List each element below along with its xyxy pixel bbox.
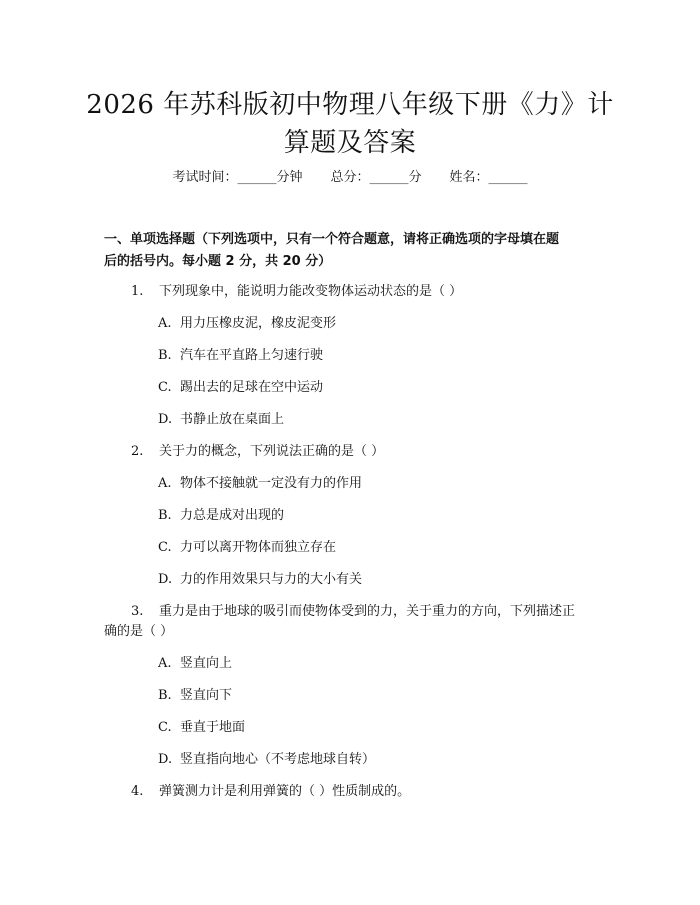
- option-text: 书静止放在桌面上: [180, 412, 285, 427]
- section-heading-line-1: 一、单项选择题（下列选项中，只有一个符合题意，请将正确选项的字母填在题: [104, 232, 560, 247]
- total-score: 总分：______分: [330, 170, 422, 185]
- question-2-option-c: [158, 539, 336, 557]
- title-line-1: 2026 年苏科版初中物理八年级下册《力》计: [86, 90, 614, 120]
- option-text: 竖直向下: [180, 688, 233, 703]
- question-text-line-2: 确的是（ ）: [104, 624, 174, 639]
- option-text: 踢出去的足球在空中运动: [180, 380, 324, 395]
- option-letter: A.: [158, 656, 172, 671]
- exam-time: 考试时间：______分钟: [172, 170, 303, 185]
- option-text: 力的作用效果只与力的大小有关: [180, 572, 363, 587]
- option-text: 物体不接触就一定没有力的作用: [180, 476, 363, 491]
- exam-meta: [0, 169, 700, 187]
- question-2: [131, 443, 384, 461]
- question-3: [131, 603, 575, 621]
- student-name: 姓名：______: [449, 170, 528, 185]
- option-letter: B.: [158, 688, 172, 703]
- question-4: [131, 783, 410, 801]
- question-number: 3.: [131, 604, 144, 619]
- option-letter: B.: [158, 508, 172, 523]
- question-2-option-a: [158, 475, 362, 493]
- option-letter: B.: [158, 348, 172, 363]
- option-letter: C.: [158, 380, 172, 395]
- document-title: [80, 86, 620, 162]
- option-letter: C.: [158, 720, 172, 735]
- option-letter: D.: [158, 572, 173, 587]
- option-text: 力可以离开物体而独立存在: [180, 540, 337, 555]
- title-line-2: 算题及答案: [283, 128, 417, 158]
- option-text: 垂直于地面: [180, 720, 246, 735]
- question-text: 下列现象中，能说明力能改变物体运动状态的是（ ）: [159, 284, 463, 299]
- question-text: 弹簧测力计是利用弹簧的（ ）性质制成的。: [159, 784, 411, 799]
- option-letter: A.: [158, 476, 172, 491]
- option-letter: D.: [158, 412, 173, 427]
- question-1-option-d: [158, 411, 284, 429]
- question-2-option-b: [158, 507, 284, 525]
- option-text: 竖直指向地心（不考虑地球自转）: [180, 752, 376, 767]
- question-1: [131, 283, 462, 301]
- section-heading: [104, 229, 600, 273]
- question-1-option-a: [158, 315, 336, 333]
- question-1-option-b: [158, 347, 323, 365]
- question-text: 关于力的概念，下列说法正确的是（ ）: [159, 444, 385, 459]
- option-text: 力总是成对出现的: [180, 508, 285, 523]
- option-text: 汽车在平直路上匀速行驶: [180, 348, 324, 363]
- question-1-option-c: [158, 379, 323, 397]
- option-text: 竖直向上: [180, 656, 233, 671]
- question-3-continued: [104, 623, 173, 641]
- question-3-option-d: [158, 751, 375, 769]
- question-3-option-c: [158, 719, 245, 737]
- question-number: 1.: [131, 284, 144, 299]
- section-heading-line-2: 后的括号内。每小题 2 分，共 20 分）: [104, 254, 332, 269]
- option-letter: A.: [158, 316, 172, 331]
- option-letter: C.: [158, 540, 172, 555]
- question-3-option-a: [158, 655, 232, 673]
- question-number: 2.: [131, 444, 144, 459]
- question-number: 4.: [131, 784, 144, 799]
- question-text-line-1: 重力是由于地球的吸引而使物体受到的力，关于重力的方向，下列描述正: [159, 604, 576, 619]
- question-2-option-d: [158, 571, 362, 589]
- option-text: 用力压橡皮泥，橡皮泥变形: [180, 316, 337, 331]
- question-3-option-b: [158, 687, 232, 705]
- option-letter: D.: [158, 752, 173, 767]
